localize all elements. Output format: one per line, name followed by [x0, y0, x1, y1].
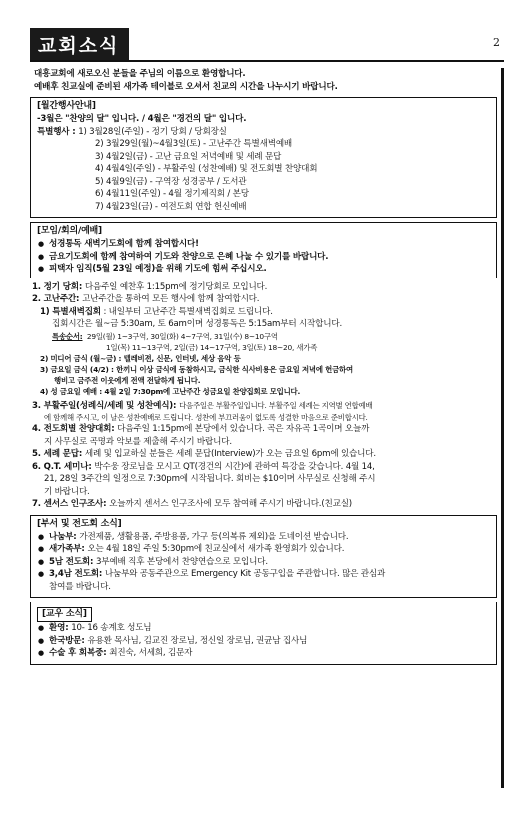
department-section — [30, 515, 497, 599]
member-item — [37, 635, 492, 648]
event-item: 1) 3월28일(주일) - 정기 당회 / 당회장실 — [78, 126, 227, 137]
event-item: 6) 4월11일(주일) - 4월 정기제직회 / 본당 — [95, 189, 249, 199]
members-section — [30, 602, 497, 665]
department-item — [37, 543, 492, 556]
content-area — [30, 68, 504, 788]
meeting-section — [30, 222, 497, 278]
subnotice-2: 2) 미디어 금식 (월~금) : 텔레비젼, 신문, 인터넷, 세상 음악 등 — [40, 353, 241, 363]
special-song-row-2: 1일(목) 11~13구역, 2일(금) 14~17구역, 3일(토) 18~20, 새가족 — [106, 342, 318, 352]
department-text: 가전제품, 생활용품, 주방용품, 가구 등(의복류 제외)을 도네이션 받습니다. — [79, 531, 349, 542]
monthly-theme: -3월은 "찬양의 달" 입니다. / 4월은 "경건의 달" 입니다. — [37, 114, 247, 124]
department-label: 새가족부: — [49, 544, 88, 554]
subnotice-text: : 내일부터 고난주간 특별새벽집회로 드립니다. — [100, 306, 273, 317]
department-label: 5남 전도회: — [49, 556, 97, 567]
meeting-title: [모임/회의/예배] — [37, 226, 102, 236]
event-item: 5) 4월9일(금) - 구역장 성경공부 / 도서관 — [95, 176, 247, 187]
special-song-row-1 — [32, 331, 497, 342]
intro-line-1: 대흥교회에 새로오신 분들을 주님의 이름으로 환영합니다. — [34, 69, 246, 79]
subnotice-4: 4) 성 금요일 예배 : 4월 2일 7:30pm에 고난주간 성금요일 찬양집회로 모입니다. — [40, 386, 301, 396]
special-song-label: 특송순서: — [52, 331, 83, 341]
member-label: 한국방문: — [49, 635, 88, 646]
department-label: 3,4남 전도회: — [49, 569, 105, 579]
notice-text: 세례 및 입교하실 분들은 세례 문답(Interview)가 오는 금요일 6pm에 있습니다. — [84, 449, 376, 459]
member-item — [37, 622, 492, 635]
meeting-bullet: ● 금요기도회에 함께 참여하여 기도와 찬양으로 은혜 나눌 수 있기를 바랍니다. — [37, 251, 492, 264]
section-title: 교회소식 — [30, 28, 129, 62]
notice-2 — [32, 293, 497, 306]
notice-5 — [32, 448, 497, 461]
member-text: 유용환 목사님, 김교진 장로님, 정신일 장로님, 권균남 집사님 — [87, 635, 308, 646]
numbered-notices — [30, 281, 497, 511]
bulletin-page — [30, 28, 504, 788]
department-text: 나눔부와 공동주관으로 Emergency Kit 공동구입을 주관합니다. 많은 관심과 — [104, 569, 386, 579]
members-title: [교우 소식] — [37, 607, 92, 622]
notice-3 — [32, 400, 497, 413]
monthly-events-section — [30, 97, 497, 218]
department-item — [37, 556, 492, 569]
subnotice-1-line2: 집회시간은 월~금 5:30am, 토 6am이며 성경통독은 5:15am부터 시작합니다. — [52, 319, 342, 329]
notice-4 — [32, 423, 497, 436]
department-item-line2: 참여를 바랍니다. — [49, 581, 111, 592]
notice-label: 4. 전도회별 찬양대회: — [32, 424, 118, 434]
member-label: 수술 후 회복중: — [49, 648, 110, 658]
notice-text: 다음주일은 부활주일입니다. 부활주일 세례는 지역별 연합예배 — [179, 400, 373, 410]
notice-4-line2: 지 사무실로 곡명과 악보를 제출해 주시기 바랍니다. — [44, 436, 232, 447]
notice-1 — [32, 281, 497, 294]
subnotice-1 — [32, 306, 497, 319]
subnotice-label: 1) 특별새벽집회 — [40, 306, 101, 317]
department-text: 3부예배 직후 본당에서 찬양연습으로 모입니다. — [96, 556, 268, 567]
member-text: 최진숙, 서세희, 김문자 — [109, 648, 193, 658]
notice-label: 5. 세례 문답: — [32, 449, 85, 459]
department-item — [37, 568, 492, 581]
member-item — [37, 647, 492, 660]
header-rule — [30, 60, 504, 62]
notice-label: 6. Q.T. 세미나: — [32, 461, 95, 472]
notice-text: 오늘까지 센서스 인구조사에 모두 참여해 주시기 바랍니다.(친교실) — [109, 499, 352, 509]
notice-text: 고난주간을 통하여 모든 행사에 함께 참여합시다. — [82, 294, 260, 304]
event-item: 4) 4월4일(주일) - 부활주일 (성찬예배) 및 전도회별 찬양대회 — [95, 164, 318, 174]
notice-3-line2: 에 함께해 주시고, 이 날은 성찬예배로 드립니다. 성찬에 부끄러움이 없도록 성결한 마음으로 준비합시다. — [44, 413, 368, 422]
notice-label: 7. 센서스 인구조사: — [32, 499, 110, 509]
subnotice-3-line2: 행비고 금주전 이웃에게 전액 전달하게 됩니다. — [54, 375, 201, 385]
special-song-schedule: 29일(월) 1~3구역, 30일(화) 4~7구역, 31일(수) 8~10구역 — [86, 331, 278, 341]
page-number: 2 — [493, 36, 500, 49]
meeting-bullet: ● 성경통독 새벽기도회에 함께 참여합시다! — [37, 238, 492, 251]
notice-label: 3. 부활주일(성례식/세례 및 성찬예식): — [32, 400, 180, 411]
page-header — [30, 28, 504, 66]
notice-6 — [32, 461, 497, 474]
events-row-1 — [37, 126, 492, 139]
notice-7 — [32, 498, 497, 511]
department-label: 나눔부: — [49, 531, 80, 542]
member-label: 환영: — [49, 623, 72, 633]
member-text: 10- 16 송계호 성도님 — [71, 623, 152, 633]
notice-6-line2: 21, 28일 3주간의 일정으로 7:30pm에 시작됩니다. 회비는 $10이며 사무실로 신청해 주시 — [44, 474, 376, 484]
notice-label: 2. 고난주간: — [32, 294, 83, 304]
event-item: 2) 3월29일(월)~4월3일(토) - 고난주간 특별새벽예배 — [95, 139, 293, 149]
event-item: 3) 4월2일(금) - 고난 금요일 저녁예배 및 세례 문답 — [95, 151, 282, 162]
notice-text: 다음주일 1:15pm에 본당에서 있습니다. 곡은 자유곡 1곡이며 오늘까 — [117, 424, 370, 434]
intro-line-2: 예배후 친교실에 준비된 새가족 테이블로 오셔서 친교의 시간을 나누시기 바랍니다. — [34, 81, 338, 92]
department-title: [부서 및 전도회 소식] — [37, 518, 122, 529]
event-item: 7) 4월23일(금) - 여전도회 연합 헌신예배 — [95, 201, 247, 212]
subnotice-3: 3) 금요일 금식 (4/2) : 한끼니 이상 금식에 동참하시고, 금식한 식사비용은 금요일 저녁에 헌금하여 — [40, 364, 353, 374]
monthly-title: [월간행사안내] — [37, 101, 96, 111]
department-item — [37, 531, 492, 544]
events-label: 특별행사 : — [37, 126, 79, 137]
notice-text: 다음주일 예찬후 1:15pm에 정기당회로 모입니다. — [84, 281, 268, 292]
notice-6-line3: 기 바랍니다. — [44, 486, 90, 497]
meeting-bullet: ● 피택자 임직(5월 23일 예정)을 위해 기도에 힘써 주십시오. — [37, 263, 492, 276]
department-text: 오는 4월 18일 주일 5:30pm에 친교실에서 새가족 환영회가 있습니다. — [87, 544, 345, 554]
notice-text: 박수웅 장로님을 모시고 QT(경건의 시간)에 관하여 특강을 갖습니다. 4월 14, — [94, 461, 375, 472]
notice-label: 1. 정기 당회: — [32, 281, 85, 292]
